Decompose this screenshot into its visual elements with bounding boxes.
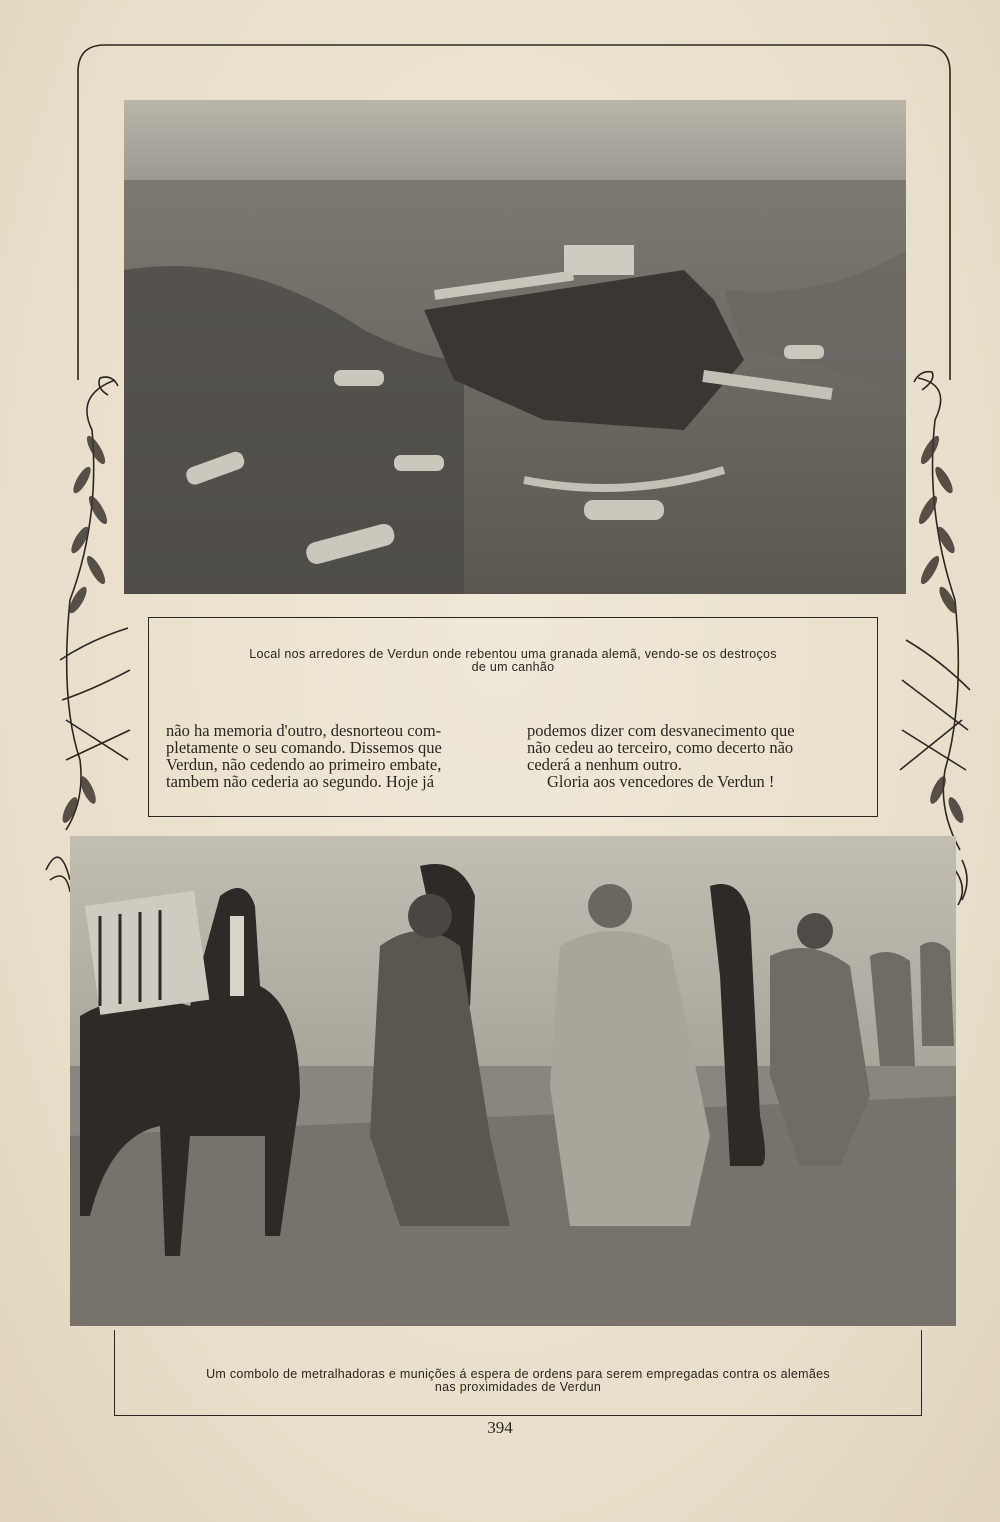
text-line: podemos dizer com desvanecimento que — [527, 721, 795, 740]
text-line: tambem não cederia ao segundo. Hoje já — [166, 772, 435, 791]
caption-text-box — [148, 617, 878, 817]
page-number: 394 — [487, 1418, 513, 1437]
text-line: cederá a nenhum outro. — [527, 755, 682, 774]
text-line: Verdun, não cedendo ao primeiro embate, — [166, 755, 442, 774]
bottom-caption-box — [114, 1330, 922, 1416]
closing-line: Gloria aos vencedores de Verdun ! — [547, 772, 775, 791]
text-line: não ha memoria d'outro, desnorteou com- — [166, 721, 442, 740]
article-column-left — [166, 722, 496, 790]
top-caption-line: de um canhão — [471, 660, 555, 674]
text-line: não cedeu ao terceiro, como decerto não — [527, 738, 794, 757]
destroyed-cannon-photo — [124, 100, 906, 594]
bottom-caption-line: Um combolo de metralhadoras e munições á espera de ordens para serem empregadas contra os alemães — [206, 1367, 830, 1381]
article-column-right — [527, 722, 857, 790]
bottom-caption-line: nas proximidades de Verdun — [434, 1380, 602, 1394]
text-line: pletamente o seu comando. Dissemos que — [166, 738, 442, 757]
machine-gun-convoy-photo — [70, 836, 956, 1326]
bottom-photo-caption — [125, 1368, 911, 1394]
top-photo-caption — [189, 648, 837, 674]
top-caption-line: Local nos arredores de Verdun onde rebentou uma granada alemã, vendo-se os destroços — [249, 647, 777, 661]
